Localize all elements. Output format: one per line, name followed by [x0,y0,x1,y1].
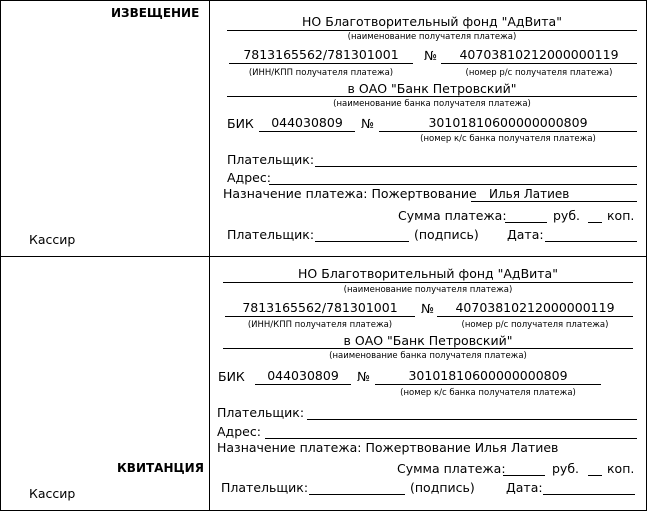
notice-date-label: Дата: [507,227,544,242]
receipt-corr-account: 30101810600000000809 [408,368,568,383]
receipt-signature-label: (подпись) [410,480,475,495]
notice-number-sign: № [424,48,438,63]
receipt-address-label: Адрес: [217,424,261,439]
receipt-recipient-name-caption: (наименование получателя платежа) [343,285,513,295]
notice-rub-field[interactable] [505,222,547,223]
notice-corr-account-line [379,131,637,132]
notice-purpose-field[interactable] [471,201,637,202]
notice-payer-field[interactable] [315,166,637,167]
receipt-date-label: Дата: [506,480,543,495]
receipt-account-line [437,316,633,317]
notice-inn-kpp: 7813165562/781301001 [243,47,399,62]
notice-rub-label: руб. [553,208,581,223]
notice-kop-field[interactable] [588,222,602,223]
notice-account-caption: (номер р/с получателя платежа) [465,68,613,78]
notice-purpose-label: Назначение платежа: Пожертвование [223,186,477,201]
receipt-kop-field[interactable] [588,475,602,476]
notice-bank-line [227,96,637,97]
notice-title: ИЗВЕЩЕНИЕ [111,6,200,20]
notice-recipient-name-line [227,30,637,31]
notice-bik: 044030809 [271,115,343,130]
notice-payer-label: Плательщик: [227,152,315,167]
receipt-payer-field[interactable] [307,419,637,420]
notice-account-line [441,63,637,64]
receipt-date-field[interactable] [543,494,635,495]
receipt-inn-kpp: 7813165562/781301001 [242,300,398,315]
notice-corr-number-sign: № [361,116,375,131]
notice-recipient-name-caption: (наименование получателя платежа) [347,32,517,42]
receipt-inn-kpp-line [225,316,415,317]
notice-corr-caption: (номер к/с банка получателя платежа) [420,134,596,144]
receipt-recipient-name-line [223,282,633,283]
notice-bank-caption: (наименование банка получателя платежа) [333,99,531,109]
notice-sum-label: Сумма платежа: [398,208,507,223]
notice-account: 40703810212000000119 [459,47,619,62]
receipt-cashier: Кассир [29,486,76,501]
receipt-purpose-label: Назначение платежа: Пожертвование Илья Латиев [217,440,559,455]
receipt-bank-caption: (наименование банка получателя платежа) [329,351,527,361]
receipt-number-sign: № [421,301,435,316]
notice-bik-label: БИК [227,116,254,131]
notice-inn-kpp-line [229,63,413,64]
notice-corr-account: 30101810600000000809 [428,115,588,130]
receipt-bank: в ОАО "Банк Петровский" [343,333,513,348]
notice-purpose-value: Илья Латиев [489,187,570,201]
receipt-title: КВИТАНЦИЯ [117,461,204,475]
notice-recipient-name: НО Благотворительный фонд "АдВита" [302,14,562,29]
receipt-corr-number-sign: № [357,369,371,384]
notice-bank: в ОАО "Банк Петровский" [347,81,517,96]
notice-cashier: Кассир [29,232,76,247]
notice-bik-line [259,131,355,132]
receipt-address-field[interactable] [265,438,637,439]
receipt-inn-kpp-caption: (ИНН/КПП получателя платежа) [247,320,393,330]
receipt-payer-sign-label: Плательщик: [221,480,309,495]
receipt-account: 40703810212000000119 [455,300,615,315]
notice-signature-field[interactable] [315,241,409,242]
receipt-bik-label: БИК [218,369,245,384]
receipt-kop-label: коп. [607,461,635,476]
receipt-bank-line [223,348,633,349]
receipt-rub-field[interactable] [503,475,545,476]
notice-kop-label: коп. [607,208,635,223]
receipt-sum-label: Сумма платежа: [397,461,506,476]
receipt-corr-account-line [375,384,601,385]
notice-payer-sign-label: Плательщик: [227,227,315,242]
receipt-payer-label: Плательщик: [217,405,305,420]
notice-signature-label: (подпись) [414,227,479,242]
notice-address-field[interactable] [269,184,637,185]
receipt-corr-caption: (номер к/с банка получателя платежа) [400,388,576,398]
receipt-account-caption: (номер р/с получателя платежа) [461,320,609,330]
receipt-bik-line [255,384,351,385]
receipt-signature-field[interactable] [309,494,405,495]
receipt-recipient-name: НО Благотворительный фонд "АдВита" [298,266,558,281]
notice-inn-kpp-caption: (ИНН/КПП получателя платежа) [248,68,394,78]
receipt-bik: 044030809 [267,368,339,383]
notice-date-field[interactable] [545,241,637,242]
notice-address-label: Адрес: [227,170,271,185]
section-divider [1,256,646,257]
receipt-rub-label: руб. [552,461,580,476]
